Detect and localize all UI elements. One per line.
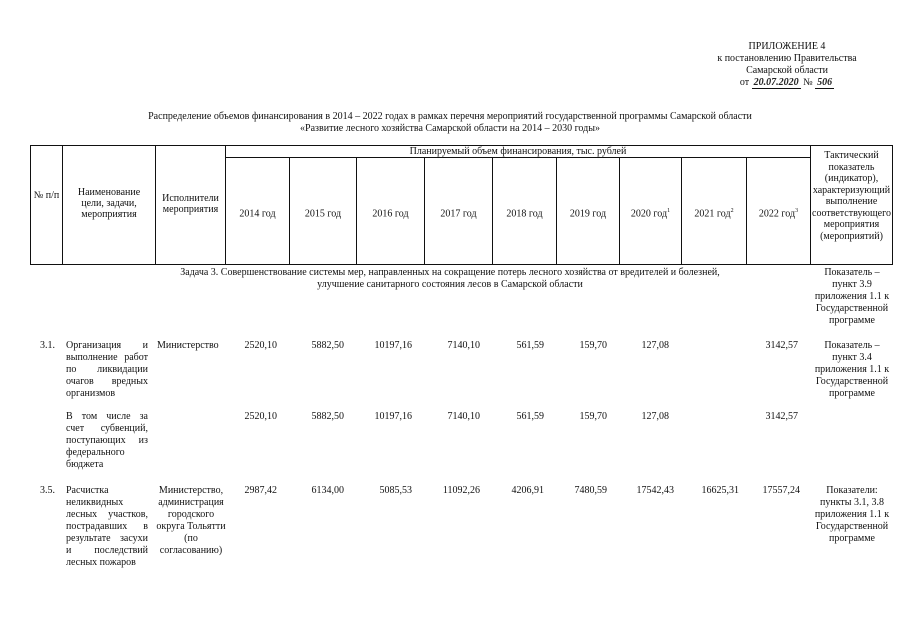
col-header-2015: 2015 год	[304, 208, 342, 220]
col-header-2016: 2016 год	[372, 208, 409, 220]
document-title	[60, 111, 840, 135]
value-2020: 127,08	[641, 411, 669, 422]
appendix-header	[702, 41, 872, 89]
row-executor: Министерство, администрация городского округа Тольятти (по согласованию)	[156, 485, 226, 556]
value-2018: 561,59	[516, 411, 544, 422]
col-header-2017: 2017 год	[440, 208, 477, 220]
col-header-indicator: Тактический показатель (индикатор), характеризующий выполнение соответствующего мероприятия (мероприятий)	[812, 150, 891, 242]
value-2020: 127,08	[641, 340, 669, 351]
row-name: Расчистка неликвидных лесных участков, пострадавших в результате засухи и последствий лесных пожаров	[66, 485, 148, 568]
col-header-2021: 2021 год$^2$	[694, 208, 734, 220]
number-value: 506	[817, 77, 833, 88]
v-line-13	[892, 145, 893, 264]
v-line-3	[225, 145, 226, 264]
value-2017: 11092,26	[442, 485, 480, 496]
appendix-date-line	[702, 77, 872, 89]
row-num: 3.1.	[40, 340, 55, 351]
row-indicator: Показатели: пункты 3.1, 3.8 приложения 1.1 к Государственной программе	[814, 485, 890, 544]
value-2019: 7480,59	[574, 485, 607, 496]
number-prefix: №	[803, 77, 813, 88]
task-heading-line-1: Задача 3. Совершенствование системы мер, направленных на сокращение потерь лесного хозяйства от вредителей и болезней,	[180, 267, 720, 278]
task-heading	[100, 267, 800, 291]
appendix-to-resolution: к постановлению Правительства	[717, 53, 857, 64]
v-line-12	[810, 145, 811, 264]
value-2015: 6134,00	[311, 485, 344, 496]
value-2015: 5882,50	[311, 411, 344, 422]
row-num: 3.5.	[40, 485, 55, 496]
appendix-region: Самарской области	[746, 65, 828, 76]
col-header-planned: Планируемый объем финансирования, тыс. рублей	[409, 146, 627, 157]
date-prefix: от	[739, 77, 750, 88]
value-2014: 2520,10	[244, 340, 277, 351]
col-header-num: № п/п	[33, 190, 60, 201]
value-2016: 10197,16	[374, 411, 412, 422]
task-indicator: Показатель – пункт 3.9 приложения 1.1 к Государственной программе	[814, 267, 890, 326]
value-2022: 17557,24	[762, 485, 800, 496]
value-2019: 159,70	[579, 340, 607, 351]
col-header-2019: 2019 год	[569, 208, 607, 220]
value-2022: 3142,57	[765, 340, 798, 351]
table-header-bottom-border	[30, 264, 893, 265]
date-value: 20.07.2020	[753, 77, 799, 88]
col-header-2020: 2020 год$^1$	[630, 208, 671, 220]
v-line-1	[62, 145, 63, 264]
value-2017: 7140,10	[447, 411, 480, 422]
col-header-executors: Исполнители мероприятия	[162, 193, 219, 215]
value-2021: 16625,31	[701, 485, 739, 496]
col-header-2014: 2014 год	[239, 208, 276, 220]
value-2018: 4206,91	[511, 485, 544, 496]
value-2019: 159,70	[579, 411, 607, 422]
value-2018: 561,59	[516, 340, 544, 351]
col-header-2022: 2022 год$^3$	[758, 208, 799, 220]
appendix-title: ПРИЛОЖЕНИЕ 4	[748, 41, 826, 52]
title-line-1: Распределение объемов финансирования в 2014 – 2022 годах в рамках перечня мероприятий государственной программы Самарской области	[148, 111, 752, 122]
v-line-0	[30, 145, 31, 264]
value-2014: 2987,42	[244, 485, 277, 496]
value-2017: 7140,10	[447, 340, 480, 351]
row-executor: Министерство	[157, 340, 219, 351]
row-name: В том числе за счет субвенций, поступающих из федерального бюджета	[66, 411, 148, 470]
value-2015: 5882,50	[311, 340, 344, 351]
value-2016: 5085,53	[379, 485, 412, 496]
row-name: Организация и выполнение работ по ликвидации очагов вредных организмов	[66, 340, 148, 399]
task-heading-line-2: улучшение санитарного состояния лесов в Самарской области	[317, 279, 583, 290]
v-line-2	[155, 145, 156, 264]
col-header-name: Наименование цели, задачи, мероприятия	[77, 187, 141, 220]
value-2014: 2520,10	[244, 411, 277, 422]
value-2016: 10197,16	[374, 340, 412, 351]
col-header-2018: 2018 год	[506, 208, 543, 220]
table-planned-divider	[225, 157, 810, 158]
value-2020: 17542,43	[636, 485, 674, 496]
value-2022: 3142,57	[765, 411, 798, 422]
title-line-2: «Развитие лесного хозяйства Самарской области на 2014 – 2030 годы»	[300, 123, 600, 134]
row-indicator: Показатель – пункт 3.4 приложения 1.1 к Государственной программе	[814, 340, 890, 399]
